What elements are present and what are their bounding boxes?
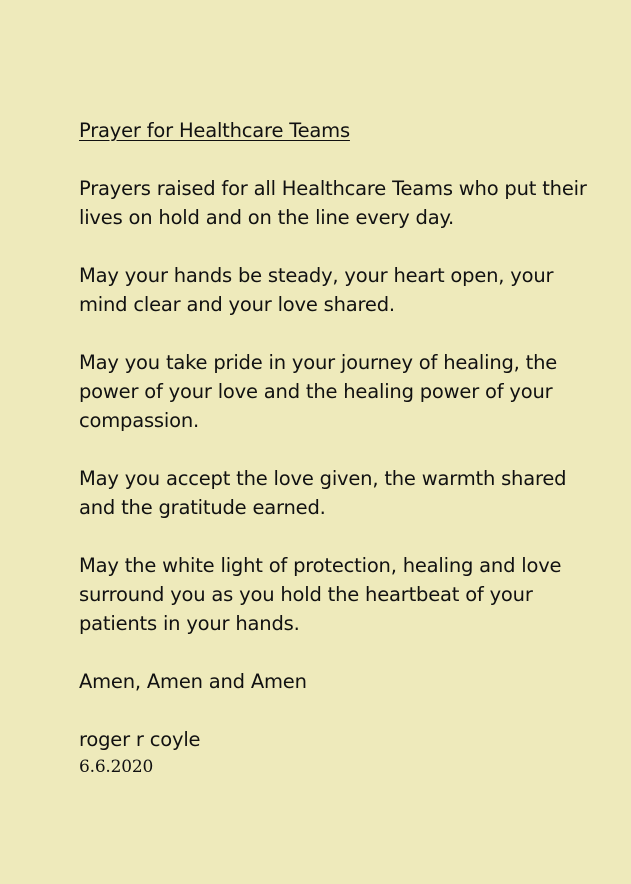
paragraph-acceptance: May you accept the love given, the warmth shared and the gratitude earned. (79, 467, 567, 519)
paragraph-protection: May the white light of protection, healing and love surround you as you hold the heartbeat of your patients in your hands. (79, 554, 562, 635)
document-date: 6.6.2020 (79, 757, 154, 777)
paragraph-pride: May you take pride in your journey of healing, the power of your love and the healing power of your compassion. (79, 351, 558, 432)
paragraph-dedication: Prayers raised for all Healthcare Teams who put their lives on hold and on the line every day. (79, 177, 587, 229)
paragraph-hands: May your hands be steady, your heart open, your mind clear and your love shared. (79, 264, 554, 316)
document-title: Prayer for Healthcare Teams (79, 119, 350, 142)
paragraph-amen: Amen, Amen and Amen (79, 670, 307, 693)
author-name: roger r coyle (79, 728, 201, 751)
prayer-text-block (79, 116, 599, 780)
